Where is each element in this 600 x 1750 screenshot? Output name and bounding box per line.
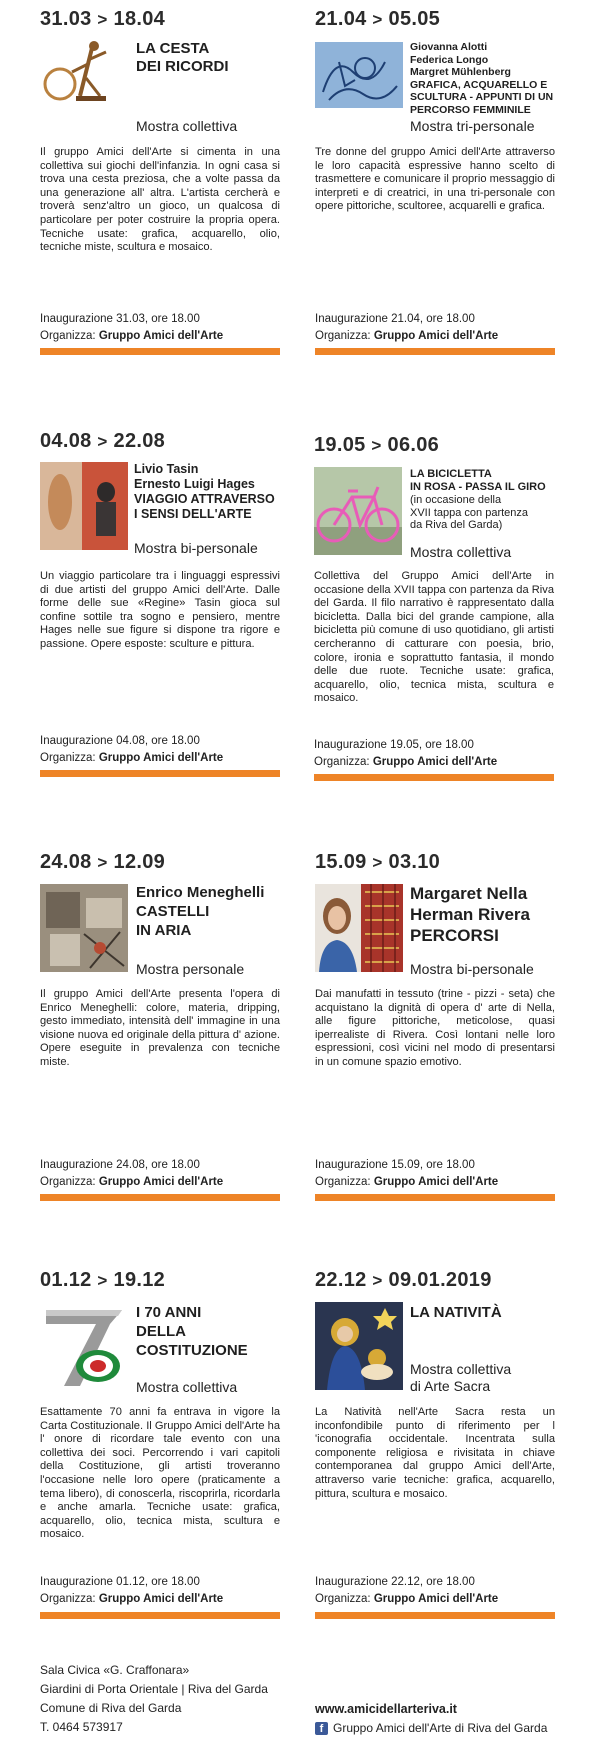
event-title bbox=[136, 40, 229, 76]
event-description: Il gruppo Amici dell'Arte si cimenta in una collettiva sui giochi dell'infanzia. In ogni casa si trova una cesta preziosa, che a volte passa da una generazione all' altra. L'artista cercherà e troverà senz'altro un gioco, un qualcosa di particolare per poter costruire la propria opera. Tecniche usate: grafica, acquarello, olio, tecniche miste, scultura e mosaico. bbox=[40, 146, 280, 254]
event-description: Esattamente 70 anni fa entrava in vigore la Carta Costituzionale. Il Gruppo Amici dell'Arte ha l' onore di ricordare tale evento con una collettiva dei soci. Percorrendo i vari capitoli della Costituzione, gli artisti troveranno l'occasione nelle loro opere (praticamente a tema libero), di conoscerla, riscoprirla, ricordarla e anche amarla. Tecniche usate: grafica, acquarello, olio, tecnica mista, scultura e mosaico. bbox=[40, 1406, 280, 1541]
event-dates: 22.12 > 09.01.2019 bbox=[315, 1269, 492, 1291]
accent-bar bbox=[315, 1612, 555, 1619]
accent-bar bbox=[314, 774, 554, 781]
title-line: I SENSI DELL'ARTE bbox=[134, 507, 252, 521]
date-from: 21.04 bbox=[315, 8, 367, 30]
date-from: 24.08 bbox=[40, 851, 92, 873]
event-dates: 04.08 > 22.08 bbox=[40, 430, 166, 452]
event-card-costituzione bbox=[40, 1269, 280, 1629]
website-link[interactable]: www.amicidellarteriva.it bbox=[315, 1702, 457, 1716]
accent-bar bbox=[315, 348, 555, 355]
event-type: Mostra personale bbox=[136, 961, 245, 977]
event-subtitle bbox=[410, 494, 528, 532]
event-description: La Natività nell'Arte Sacra resta un inconfondibile punto di riferimento per l 'iconografia occidentale. Incentrata sulla componente religiosa e rivisitata in chiave contemporanea dal gruppo Amici dell'Arte, attraverso varie tecniche: grafica, acquarello, pittura, scultura e mosaico. bbox=[315, 1406, 555, 1500]
date-to: 06.06 bbox=[387, 434, 440, 456]
event-title bbox=[410, 1303, 502, 1322]
event-inauguration: Inaugurazione 24.08, ore 18.00 bbox=[40, 1159, 200, 1171]
date-from: 31.03 bbox=[40, 8, 92, 30]
event-inauguration: Inaugurazione 21.04, ore 18.00 bbox=[315, 313, 475, 325]
address-line: Giardini di Porta Orientale | Riva del Garda bbox=[40, 1682, 268, 1696]
event-organizer bbox=[40, 752, 223, 764]
event-description: Il gruppo Amici dell'Arte presenta l'opera di Enrico Meneghelli: colore, materia, dripping, gesto immediato, intensità dell' immagine in una visione nuova ed originale della pittura d' azione. Opere eseguite in prevalenza con tecniche miste. bbox=[40, 988, 280, 1068]
event-dates: 24.08 > 12.09 bbox=[40, 851, 166, 873]
title-line: DEI RICORDI bbox=[136, 58, 229, 75]
artist-name: Ernesto Luigi Hages bbox=[134, 477, 255, 491]
date-to: 05.05 bbox=[388, 8, 441, 30]
event-description: Dai manufatti in tessuto (trine - pizzi - seta) che acquistano la dignità di opera d' arte di Nella, alle figure pittoriche, meticolose, quasi iperrealiste di Rivera. Così lontani nelle loro espressioni, così vicini nel modo di presentarsi in un comune spazio emotivo. bbox=[315, 988, 555, 1068]
date-from: 19.05 bbox=[314, 434, 366, 456]
title-line: PERCORSI bbox=[410, 926, 499, 945]
date-from: 22.12 bbox=[315, 1269, 367, 1291]
event-dates: 15.09 > 03.10 bbox=[315, 851, 441, 873]
date-from: 15.09 bbox=[315, 851, 367, 873]
seventy-years-logo bbox=[40, 1302, 128, 1390]
date-to: 18.04 bbox=[113, 8, 166, 30]
event-inauguration: Inaugurazione 22.12, ore 18.00 bbox=[315, 1576, 475, 1588]
event-type: Mostra collettiva bbox=[136, 1379, 238, 1395]
org-label: Organizza: bbox=[314, 756, 370, 768]
event-card-bicicletta bbox=[314, 434, 554, 784]
org-label: Organizza: bbox=[315, 1593, 371, 1605]
event-organizer bbox=[314, 756, 497, 768]
artist-name: Livio Tasin bbox=[134, 462, 199, 476]
org-name: Gruppo Amici dell'Arte bbox=[372, 756, 498, 768]
event-inauguration: Inaugurazione 15.09, ore 18.00 bbox=[315, 1159, 475, 1171]
org-label: Organizza: bbox=[315, 1176, 371, 1188]
venue-address bbox=[40, 1661, 268, 1737]
address-line: Comune di Riva del Garda bbox=[40, 1701, 182, 1715]
event-organizer bbox=[315, 1593, 498, 1605]
date-to: 22.08 bbox=[113, 430, 166, 452]
org-name: Gruppo Amici dell'Arte bbox=[98, 1593, 224, 1605]
title-line: I 70 ANNI bbox=[136, 1304, 202, 1321]
wooden-figure-image bbox=[40, 38, 128, 104]
facebook-icon: f bbox=[315, 1722, 328, 1735]
event-organizer bbox=[40, 1593, 223, 1605]
subtitle-line: (in occasione della bbox=[410, 494, 502, 506]
title-line: PERCORSO FEMMINILE bbox=[410, 103, 531, 116]
address-line: Sala Civica «G. Craffonara» bbox=[40, 1663, 190, 1677]
accent-bar bbox=[40, 1612, 280, 1619]
event-type: Mostra collettiva bbox=[136, 118, 238, 134]
blue-drawing-image bbox=[315, 42, 403, 108]
subtitle-line: da Riva del Garda) bbox=[410, 519, 503, 531]
event-type: Mostra bi-personale bbox=[410, 961, 534, 977]
org-name: Gruppo Amici dell'Arte bbox=[373, 330, 499, 342]
event-card-percorsi bbox=[315, 851, 555, 1201]
event-card-nativita bbox=[315, 1269, 555, 1629]
event-description: Un viaggio particolare tra i linguaggi espressivi di due artisti del gruppo Amici dell'Arte. Dalle forme delle sue «Regine» Tasin gioca sul confine sottile tra sogno e pensiero, mentre Hages nelle sue figure si dispone tra rigore e passione. Opere esposte: sculture e pittura. bbox=[40, 570, 280, 650]
event-inauguration: Inaugurazione 31.03, ore 18.00 bbox=[40, 313, 200, 325]
artist-name: Federica Longo bbox=[410, 53, 489, 66]
artist-name: Giovanna Alotti bbox=[410, 41, 488, 53]
event-title bbox=[136, 1303, 248, 1360]
org-name: Gruppo Amici dell'Arte bbox=[98, 330, 224, 342]
event-title bbox=[410, 883, 530, 946]
event-description: Collettiva del Gruppo Amici dell'Arte in occasione della XVII tappa con partenza da Riva del Garda. Il filo narrativo è rappresentato dalla bicicletta. Dalla bici del grande campione, alla bicicletta più comune di uso quotidiano, gli artisti cercheranno di catturare con poesia, brio, colore, ironia e soprattutto fantasia, il mondo delle due ruote. Tecniche usate: grafica, acquarello, olio, tecnica mista, scultura e mosaico. bbox=[314, 570, 554, 705]
title-line: Margaret Nella bbox=[410, 884, 528, 903]
event-card-cesta bbox=[40, 8, 280, 358]
event-organizer bbox=[40, 1176, 223, 1188]
nativity-painting-image bbox=[315, 1302, 403, 1390]
accent-bar bbox=[40, 1194, 280, 1201]
date-to: 12.09 bbox=[113, 851, 166, 873]
date-to: 19.12 bbox=[113, 1269, 166, 1291]
event-type: Mostra bi-personale bbox=[134, 540, 258, 556]
event-type: Mostra collettiva bbox=[410, 544, 512, 560]
event-card-viaggio bbox=[40, 430, 280, 780]
org-name: Gruppo Amici dell'Arte bbox=[98, 1176, 224, 1188]
event-organizer bbox=[40, 330, 223, 342]
accent-bar bbox=[40, 770, 280, 777]
title-line: IN ROSA - PASSA IL GIRO bbox=[410, 481, 546, 494]
title-line: Enrico Meneghelli bbox=[136, 884, 265, 901]
title-line: VIAGGIO ATTRAVERSO bbox=[134, 492, 275, 506]
accent-bar bbox=[315, 1194, 555, 1201]
title-line: SCULTURA - APPUNTI DI UN bbox=[410, 91, 554, 104]
title-line: LA CESTA bbox=[136, 40, 210, 57]
event-organizer bbox=[315, 1176, 498, 1188]
event-title bbox=[134, 462, 275, 522]
event-organizer bbox=[315, 330, 498, 342]
event-description: Tre donne del gruppo Amici dell'Arte attraverso le loro capacità espressive hanno scelto di trasmettere e comunicare il proprio messaggio di interpreti e di creatrici, in una tri-personale con opere pittoriche, scultoree, acquarelli e grafica. bbox=[315, 146, 555, 213]
org-name: Gruppo Amici dell'Arte bbox=[373, 1593, 499, 1605]
org-label: Organizza: bbox=[40, 330, 96, 342]
sculpture-painting-image bbox=[40, 462, 128, 550]
event-dates: 19.05 > 06.06 bbox=[314, 434, 440, 456]
event-inauguration: Inaugurazione 01.12, ore 18.00 bbox=[40, 1576, 200, 1588]
title-line: Herman Rivera bbox=[410, 905, 531, 924]
type-line: di Arte Sacra bbox=[410, 1378, 491, 1394]
event-card-castelli bbox=[40, 851, 280, 1201]
title-line: CASTELLI bbox=[136, 903, 210, 920]
date-from: 04.08 bbox=[40, 430, 92, 452]
title-line: IN ARIA bbox=[136, 922, 192, 939]
org-name: Gruppo Amici dell'Arte bbox=[98, 752, 224, 764]
event-card-grafica bbox=[315, 8, 555, 358]
title-line: DELLA bbox=[136, 1323, 186, 1340]
org-label: Organizza: bbox=[40, 1176, 96, 1188]
pink-bicycle-image bbox=[314, 467, 402, 555]
org-name: Gruppo Amici dell'Arte bbox=[373, 1176, 499, 1188]
date-to: 03.10 bbox=[388, 851, 441, 873]
event-dates: 01.12 > 19.12 bbox=[40, 1269, 166, 1291]
event-title bbox=[136, 883, 264, 940]
event-inauguration: Inaugurazione 04.08, ore 18.00 bbox=[40, 735, 200, 747]
title-line: GRAFICA, ACQUARELLO E bbox=[410, 78, 548, 91]
title-line: COSTITUZIONE bbox=[136, 1342, 248, 1359]
artist-name: Margret Mühlenberg bbox=[410, 66, 511, 79]
facebook-label: Gruppo Amici dell'Arte di Riva del Garda bbox=[333, 1721, 548, 1735]
date-to: 09.01.2019 bbox=[388, 1269, 492, 1291]
event-type bbox=[410, 1361, 511, 1395]
event-inauguration: Inaugurazione 19.05, ore 18.00 bbox=[314, 739, 474, 751]
type-line: Mostra collettiva bbox=[410, 1361, 512, 1377]
event-type: Mostra tri-personale bbox=[410, 118, 535, 134]
date-from: 01.12 bbox=[40, 1269, 92, 1291]
portrait-textile-image bbox=[315, 884, 403, 972]
org-label: Organizza: bbox=[315, 330, 371, 342]
event-title bbox=[410, 41, 553, 117]
event-dates: 21.04 > 05.05 bbox=[315, 8, 441, 30]
event-dates: 31.03 > 18.04 bbox=[40, 8, 166, 30]
title-line: LA BICICLETTA bbox=[410, 468, 492, 480]
org-label: Organizza: bbox=[40, 1593, 96, 1605]
title-line: LA NATIVITÀ bbox=[410, 1304, 502, 1321]
event-title bbox=[410, 468, 546, 494]
org-label: Organizza: bbox=[40, 752, 96, 764]
phone-line: T. 0464 573917 bbox=[40, 1720, 123, 1734]
accent-bar bbox=[40, 348, 280, 355]
subtitle-line: XVII tappa con partenza bbox=[410, 506, 529, 519]
abstract-painting-image bbox=[40, 884, 128, 972]
facebook-link[interactable] bbox=[315, 1721, 547, 1735]
